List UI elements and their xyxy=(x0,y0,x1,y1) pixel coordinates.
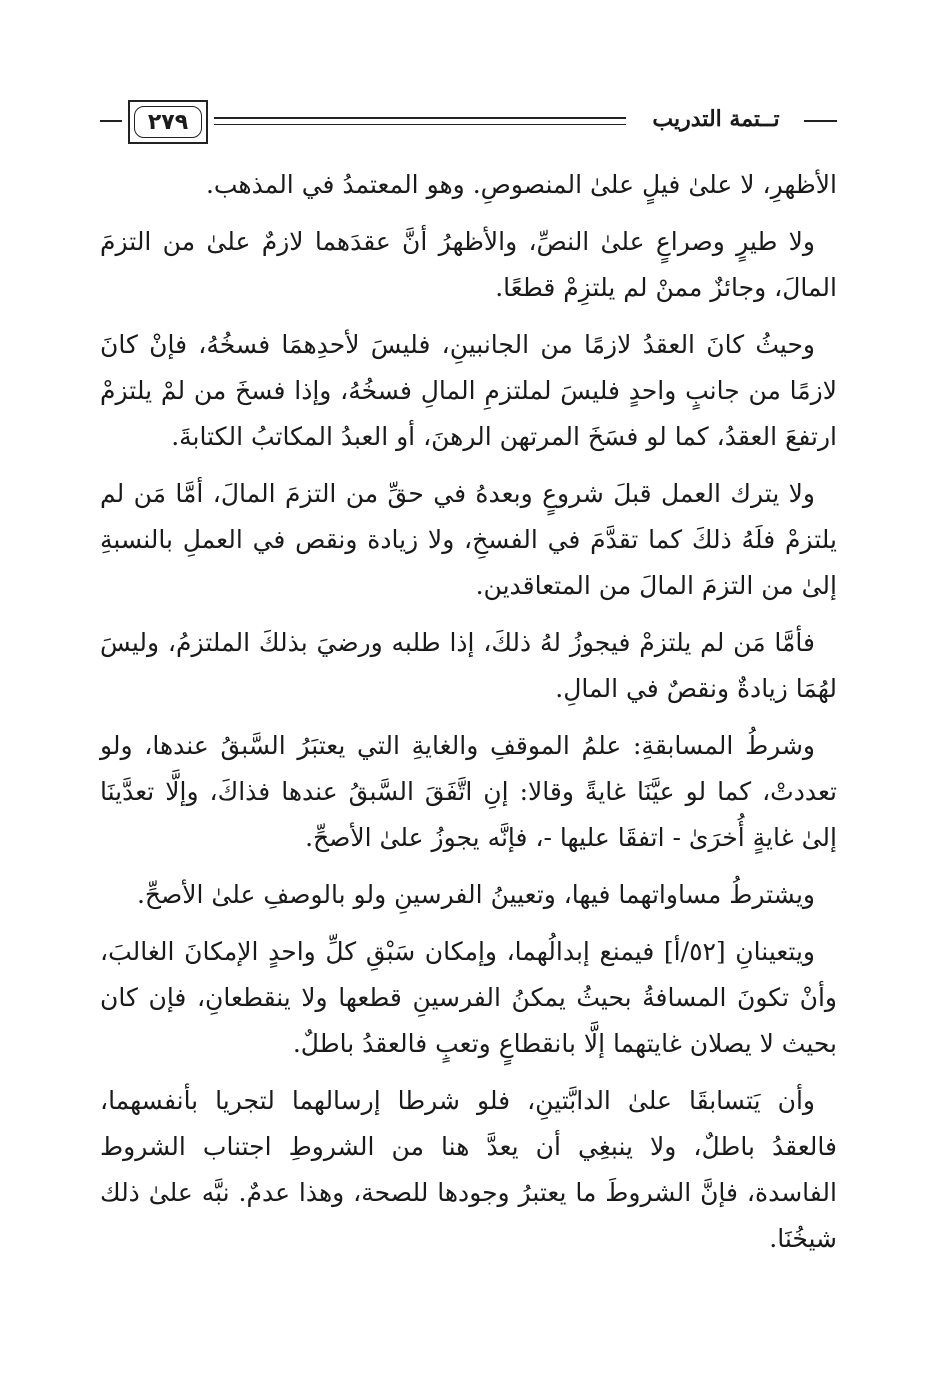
header-rule-left xyxy=(100,120,122,122)
paragraph: الأظهرِ، لا علىٰ فيلٍ علىٰ المنصوصِ. وهو المعتمدُ في المذهب. xyxy=(205,170,837,199)
paragraph: ولا طيرٍ وصراعٍ علىٰ النصِّ، والأظهرُ أنَّ عقدَهما لازمٌ علىٰ من التزمَ المالَ، وجائزٌ ممنْ لم يلتزِمْ قطعًا. xyxy=(100,227,837,302)
page-body xyxy=(100,162,837,1273)
header-rule-double xyxy=(214,117,626,125)
running-title: تــتمة التدريب xyxy=(652,106,780,132)
paragraph: ولا يترك العمل قبلَ شروعٍ وبعدهُ في حقِّ من التزمَ المالَ، أمَّا مَن لم يلتزمْ فلَهُ ذلكَ كما تقدَّمَ في الفسخِ، ولا زيادة ونقص في العملِ بالنسبةِ إلىٰ من التزمَ المالَ من المتعاقدين. xyxy=(100,479,837,600)
paragraph: ويشترطُ مساواتهما فيها، وتعيينُ الفرسينِ ولو بالوصفِ علىٰ الأصحِّ. xyxy=(136,880,815,909)
page-number-frame xyxy=(128,100,208,144)
paragraph: فأمَّا مَن لم يلتزمْ فيجوزُ لهُ ذلكَ، إذا طلبه ورضيَ بذلكَ الملتزمُ، وليسَ لهُمَا زيادةٌ ونقصٌ في المالِ. xyxy=(100,628,837,703)
page-header xyxy=(100,100,837,150)
paragraph: وشرطُ المسابقةِ: علمُ الموقفِ والغايةِ التي يعتبَرُ السَّبقُ عندها، ولو تعددتْ، كما لو عيَّنَا غايةً وقالا: إنِ اتَّفَقَ السَّبقُ عندها فذاكَ، وإلَّا تعدَّينَا إلىٰ غايةٍ أُخرَىٰ - اتفقَا عليها -، فإنَّه يجوزُ علىٰ الأصحِّ. xyxy=(100,731,837,852)
paragraph: وأن يَتسابقَا علىٰ الدابَّتينِ، فلو شرطا إرسالهما لتجريا بأنفسهما، فالعقدُ باطلٌ، ولا ينبغِي أن يعدَّ هنا من الشروطِ اجتناب الشروط الفاسدة، فإنَّ الشروطَ ما يعتبرُ وجودها للصحة، وهذا عدمٌ. نبَّه علىٰ ذلك شيخُنَا. xyxy=(100,1086,837,1253)
page-number: ٢٧٩ xyxy=(134,106,202,138)
paragraph: ويتعينانِ [٥٢/أ] فيمنع إبدالُهما، وإمكان سَبْقِ كلِّ واحدٍ الإمكانَ الغالبَ، وأنْ تكونَ المسافةُ بحيثُ يمكنُ الفرسينِ قطعها ولا ينقطعانِ، فإن كان بحيث لا يصلان غايتهما إلَّا بانقطاعٍ وتعبٍ فالعقدُ باطلٌ. xyxy=(100,937,837,1058)
header-rule-right xyxy=(804,120,837,122)
paragraph: وحيثُ كانَ العقدُ لازمًا من الجانبينِ، فليسَ لأحدِهمَا فسخُهُ، فإنْ كانَ لازمًا من جانبٍ واحدٍ فليسَ لملتزمِ المالِ فسخُهُ، وإذا فسخَ من لمْ يلتزمْ ارتفعَ العقدُ، كما لو فسَخَ المرتهن الرهنَ، أو العبدُ المكاتبُ الكتابةَ. xyxy=(100,330,837,451)
